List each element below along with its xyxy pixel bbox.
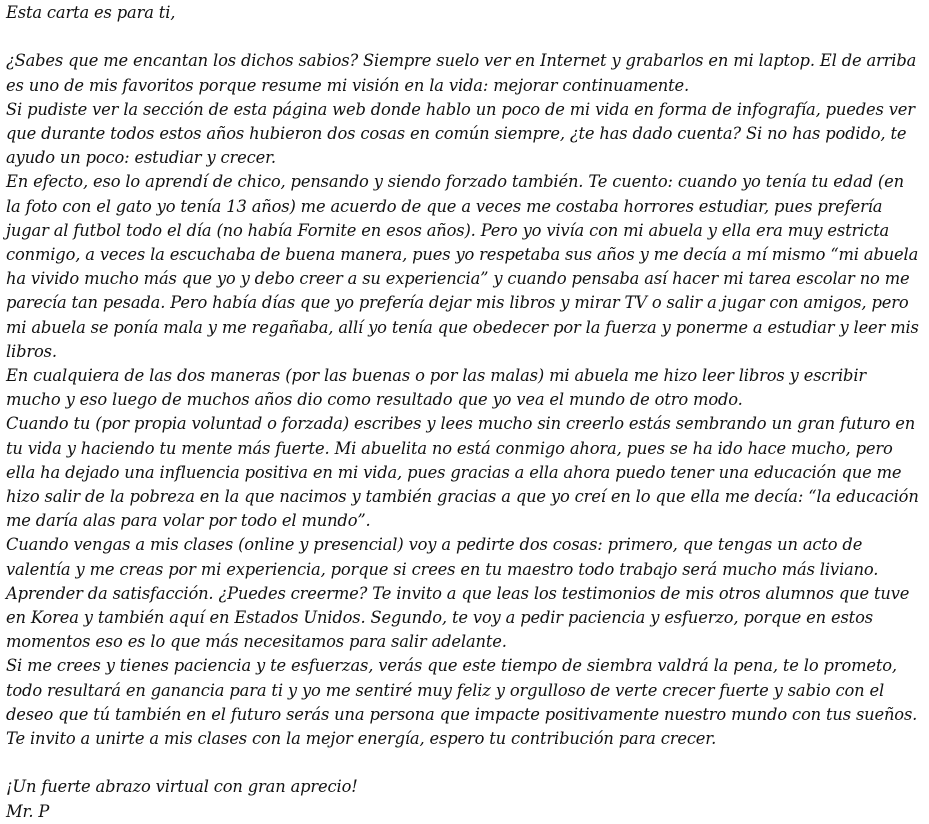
letter-signature: Mr. P bbox=[6, 801, 50, 821]
letter-closing: ¡Un fuerte abrazo virtual con gran aprecio! bbox=[6, 777, 358, 797]
letter-paragraph: Cuando tu (por propia voluntad o forzada) escribes y lees mucho sin creerlo estás sembrando un gran futuro en tu vida y haciendo tu mente más fuerte. Mi abuelita no está conmigo ahora, pues se ha ido hace mucho, pero ella ha dejado una influencia positiva en mi vida, pues gracias a ella ahora puedo tener una educación que me hizo salir de la pobreza en la que nacimos y también gracias a que yo creí en lo que ella me decía: “la educación me daría alas para volar por todo el mundo”. bbox=[6, 414, 919, 531]
letter-paragraph: ¿Sabes que me encantan los dichos sabios? Siempre suelo ver en Internet y grabarlos en mi laptop. El de arriba es uno de mis favoritos porque resume mi visión en la vida: mejorar continuamente. bbox=[6, 51, 917, 95]
letter-paragraph: Cuando vengas a mis clases (online y presencial) voy a pedirte dos cosas: primero, que tengas un acto de valentía y me creas por mi experiencia, porque si crees en tu maestro todo trabajo será mucho más liviano. Aprender da satisfacción. ¿Puedes creerme? Te invito a que leas los testimonios de mis otros alumnos que tuve en Korea y también aquí en Estados Unidos. Segundo, te voy a pedir paciencia y esfuerzo, porque en estos momentos eso es lo que más necesitamos para salir adelante. bbox=[6, 535, 910, 652]
letter-paragraph: En cualquiera de las dos maneras (por las buenas o por las malas) mi abuela me hizo leer libros y escribir mucho y eso luego de muchos años dio como resultado que yo vea el mundo de otro modo. bbox=[6, 366, 867, 410]
letter-paragraph: Si me crees y tienes paciencia y te esfuerzas, verás que este tiempo de siembra valdrá la pena, te lo prometo, todo resultará en ganancia para ti y yo me sentiré muy feliz y orgulloso de verte crecer fuerte y sabio con el deseo que tú también en el futuro serás una persona que impacte positivamente nuestro mundo con tus sueños. bbox=[6, 656, 918, 724]
letter-paragraph: En efecto, eso lo aprendí de chico, pensando y siendo forzado también. Te cuento: cuando yo tenía tu edad (en la foto con el gato yo tenía 13 años) me acuerdo de que a veces me costaba horrores estudiar, pues prefería jugar al futbol todo el día (no había Fornite en esos años). Pero yo vivía con mi abuela y ella era muy estricta conmigo, a veces la escuchaba de buena manera, pues yo respetaba sus años y me decía a mí mismo “mi abuela ha vivido mucho más que yo y debo creer a su experiencia” y cuando pensaba así hacer mi tarea escolar no me parecía tan pesada. Pero había días que yo prefería dejar mis libros y mirar TV o salir a jugar con amigos, pero mi abuela se ponía mala y me regañaba, allí yo tenía que obedecer por la fuerza y ponerme a estudiar y leer mis libros. bbox=[6, 172, 919, 361]
letter-paragraph: Si pudiste ver la sección de esta página web donde hablo un poco de mi vida en forma de infografía, puedes ver que durante todos estos años hubieron dos cosas en común siempre, ¿te has dado cuenta? Si no has podido, te ayudo un poco: estudiar y crecer. bbox=[6, 99, 915, 168]
letter-greeting: Esta carta es para ti, bbox=[6, 3, 176, 22]
blank-line bbox=[6, 25, 923, 49]
blank-line bbox=[6, 751, 923, 775]
letter-paragraph: Te invito a unirte a mis clases con la mejor energía, espero tu contribución para crecer. bbox=[6, 729, 717, 749]
